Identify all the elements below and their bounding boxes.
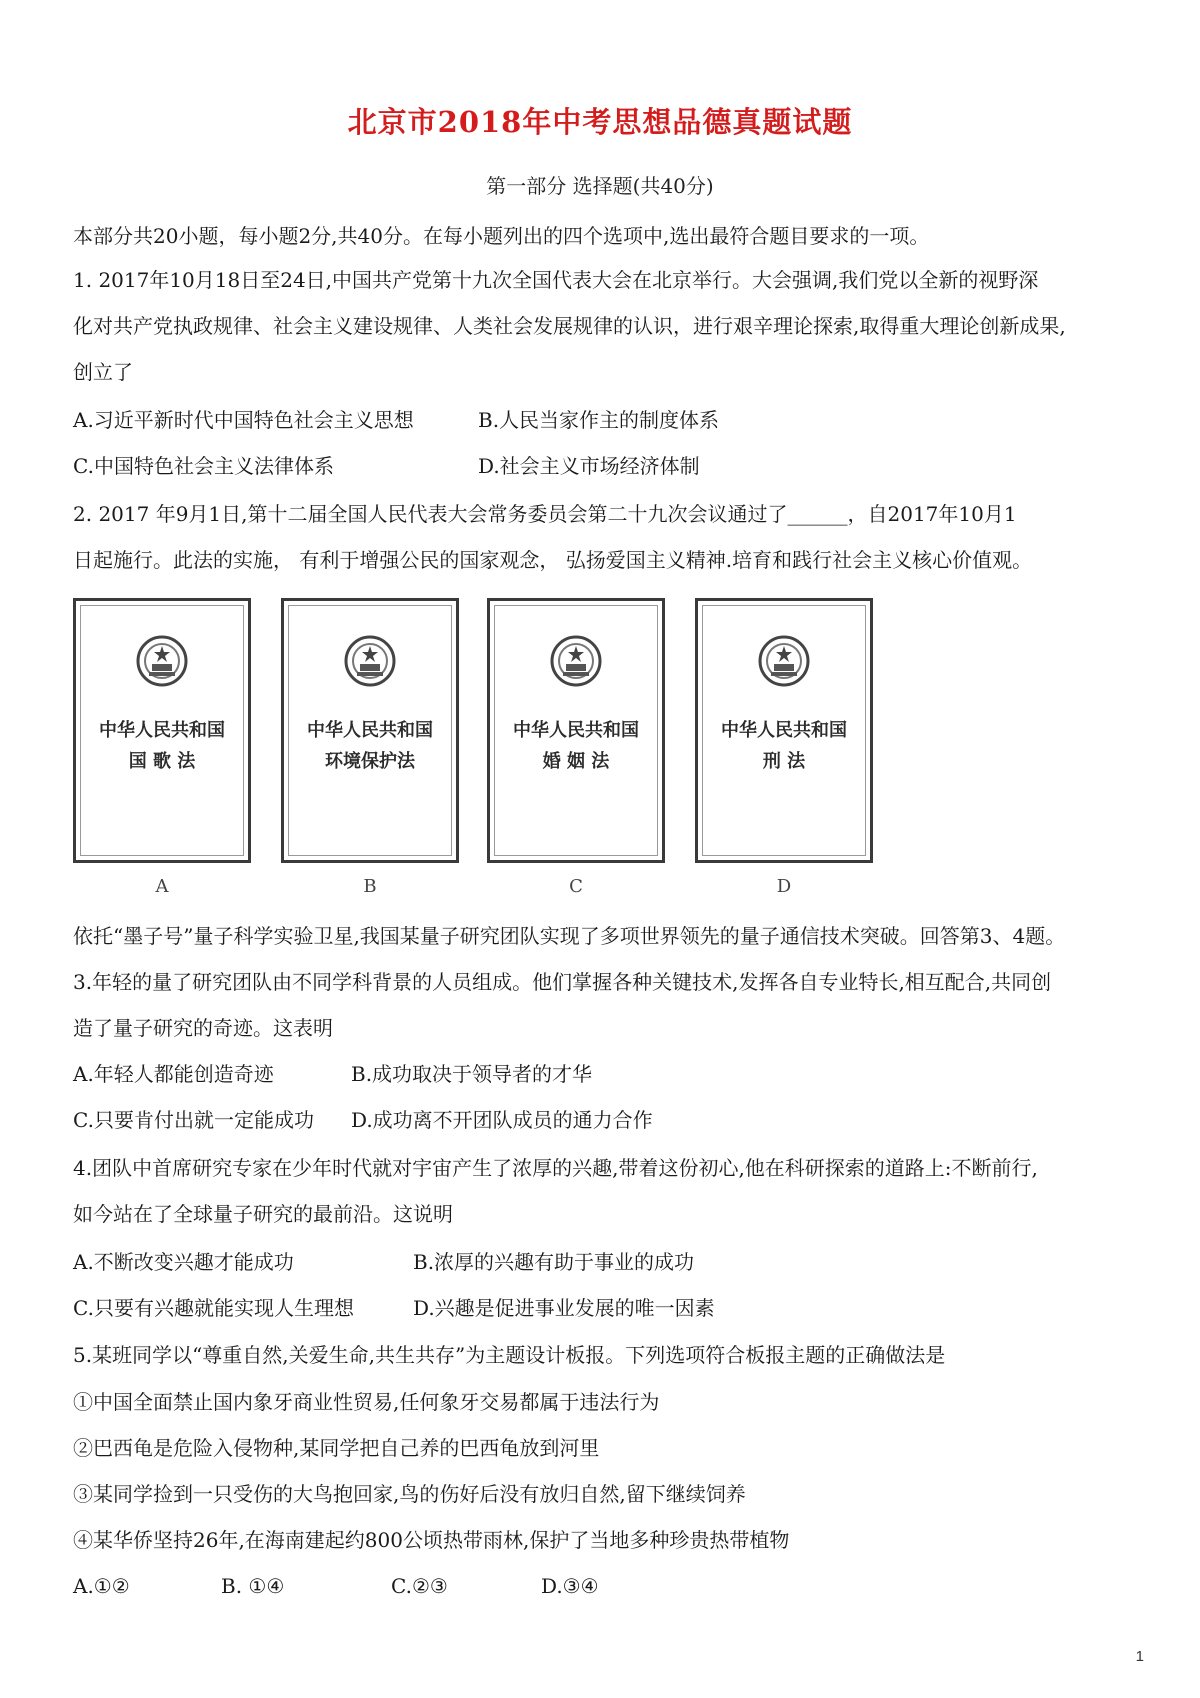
q1-option-b: B.人民当家作主的制度体系 xyxy=(478,408,720,432)
national-emblem-icon xyxy=(757,634,811,688)
law-book-b-letter: B xyxy=(363,876,377,897)
national-emblem-icon xyxy=(343,634,397,688)
law-book-d xyxy=(695,598,873,863)
law-book-c-letter: C xyxy=(569,876,583,897)
q3-line-1: 3.年轻的量了研究团队由不同学科背景的人员组成。他们掌握各种关键技术,发挥各自专业特长,相互配合,共同创 xyxy=(73,970,1052,994)
q3-line-2: 造了量子研究的奇迹。这表明 xyxy=(73,1016,333,1040)
national-emblem-icon xyxy=(135,634,189,688)
q4-line-1: 4.团队中首席研究专家在少年时代就对宇宙产生了浓厚的兴趣,带着这份初心,他在科研探索的道路上:不断前行, xyxy=(73,1156,1038,1180)
q4-option-b: B.浓厚的兴趣有助于事业的成功 xyxy=(413,1250,695,1274)
law-books-figure xyxy=(73,598,903,898)
q1-line-3: 创立了 xyxy=(73,360,133,384)
instructions: 本部分共20小题，每小题2分,共40分。在每小题列出的四个选项中,选出最符合题目要求的一项。 xyxy=(73,224,930,248)
law-book-b xyxy=(281,598,459,863)
q5-option-c: C.②③ xyxy=(391,1574,448,1598)
q1-option-a: A.习近平新时代中国特色社会主义思想 xyxy=(73,408,414,432)
page-title: 北京市2018年中考思想品德真题试题 xyxy=(347,105,853,139)
law-book-d-line1: 中华人民共和国 xyxy=(721,720,847,741)
q5-stem: 5.某班同学以“尊重自然,关爱生命,共生共存”为主题设计板报。下列选项符合板报主题的正确做法是 xyxy=(73,1343,946,1367)
law-book-a-letter: A xyxy=(155,876,169,897)
q5-option-d: D.③④ xyxy=(541,1574,599,1598)
q4-option-d: D.兴趣是促进事业发展的唯一因素 xyxy=(413,1296,715,1320)
q2-line-2: 日起施行。此法的实施， 有利于增强公民的国家观念， 弘扬爱国主义精神.培育和践行社会主义核心价值观。 xyxy=(73,548,1033,572)
intro-3-4: 依托“墨子号”量子科学实验卫星,我国某量子研究团队实现了多项世界领先的量子通信技术突破。回答第3、4题。 xyxy=(73,924,1066,948)
q1-option-c: C.中国特色社会主义法律体系 xyxy=(73,454,334,478)
law-book-c-line2: 婚 姻 法 xyxy=(542,751,610,772)
law-book-b-line2: 环境保护法 xyxy=(325,751,415,772)
law-book-d-line2: 刑 法 xyxy=(762,751,806,772)
q1-line-1: 1. 2017年10月18日至24日,中国共产党第十九次全国代表大会在北京举行。大会强调,我们党以全新的视野深 xyxy=(73,268,1039,292)
law-book-a-line2: 国 歌 法 xyxy=(128,751,196,772)
law-book-a xyxy=(73,598,251,863)
national-emblem-icon xyxy=(549,634,603,688)
law-book-a-line1: 中华人民共和国 xyxy=(99,720,225,741)
q3-option-c: C.只要肯付出就一定能成功 xyxy=(73,1108,314,1132)
q3-option-b: B.成功取决于领导者的才华 xyxy=(351,1062,593,1086)
q3-option-a: A.年轻人都能创造奇迹 xyxy=(73,1062,274,1086)
q4-line-2: 如今站在了全球量子研究的最前沿。这说明 xyxy=(73,1202,453,1226)
section-heading: 第一部分 选择题(共40分) xyxy=(486,174,714,198)
law-book-c xyxy=(487,598,665,863)
law-book-b-line1: 中华人民共和国 xyxy=(307,720,433,741)
page-number: 1 xyxy=(1135,1648,1144,1665)
q1-option-d: D.社会主义市场经济体制 xyxy=(478,454,700,478)
q5-option-a: A.①② xyxy=(73,1574,130,1598)
q5-option-b: B. ①④ xyxy=(221,1574,285,1598)
q4-option-a: A.不断改变兴趣才能成功 xyxy=(73,1250,294,1274)
q4-option-c: C.只要有兴趣就能实现人生理想 xyxy=(73,1296,354,1320)
q3-option-d: D.成功离不开团队成员的通力合作 xyxy=(351,1108,653,1132)
q5-item-4: ④某华侨坚持26年,在海南建起约800公顷热带雨林,保护了当地多种珍贵热带植物 xyxy=(73,1528,790,1552)
q5-item-3: ③某同学捡到一只受伤的大鸟抱回家,鸟的伤好后没有放归自然,留下继续饲养 xyxy=(73,1482,746,1506)
q2-line-1: 2. 2017 年9月1日,第十二届全国人民代表大会常务委员会第二十九次会议通过了______，自2017年10月1 xyxy=(73,502,1017,526)
law-book-d-letter: D xyxy=(776,876,792,897)
q5-item-1: ①中国全面禁止国内象牙商业性贸易,任何象牙交易都属于违法行为 xyxy=(73,1390,660,1414)
law-book-c-line1: 中华人民共和国 xyxy=(513,720,639,741)
q5-item-2: ②巴西龟是危险入侵物种,某同学把自己养的巴西龟放到河里 xyxy=(73,1436,600,1460)
q1-line-2: 化对共产党执政规律、社会主义建设规律、人类社会发展规律的认识，进行艰辛理论探索,取得重大理论创新成果, xyxy=(73,314,1066,338)
